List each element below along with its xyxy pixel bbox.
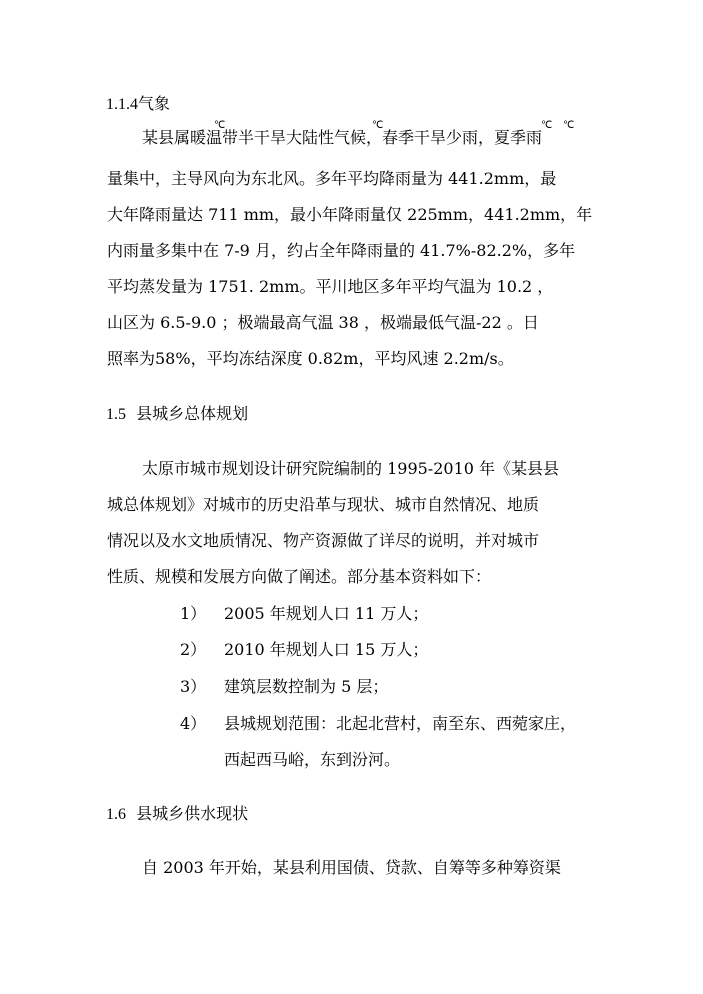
paragraph-line: 太原市城市规划设计研究院编制的 1995-2010 年《某县县 — [142, 459, 560, 478]
paragraph-line: 情况以及水文地质情况、物产资源做了详尽的说明，并对城市 — [107, 531, 540, 550]
paragraph-line: 山区为 6.5-9.0 ；极端最高气温 38 ，极端最低气温-22 。日 — [107, 313, 539, 332]
list-text: 2005 年规划人口 11 万人； — [224, 604, 429, 623]
paragraph-line: 照率为58%，平均冻结深度 0.82m，平均风速 2.2m/s。 — [107, 349, 514, 368]
list-number: 2） — [180, 640, 207, 659]
section-title: 气象 — [138, 94, 171, 113]
paragraph-line: 某县属暖温带半干旱大陆性气候，春季干旱少雨，夏季雨 — [142, 128, 543, 147]
section-number: 1.1.4 — [106, 96, 138, 113]
paragraph-line: 量集中，主导风向为东北风。多年平均降雨量为 441.2mm，最 — [107, 169, 557, 188]
list-text: 建筑层数控制为 5 层； — [224, 677, 389, 696]
list-text: 2010 年规划人口 15 万人； — [224, 640, 429, 659]
section-heading-1-5 — [106, 404, 248, 425]
section-title: 县城乡总体规划 — [136, 404, 249, 423]
paragraph-line: 城总体规划》对城市的历史沿革与现状、城市自然情况、地质 — [107, 495, 540, 514]
list-number: 4） — [180, 714, 207, 733]
paragraph-line: 性质、规模和发展方向做了阐述。部分基本资料如下： — [107, 567, 492, 586]
section-number: 1.5 — [106, 406, 126, 423]
section-title: 县城乡供水现状 — [136, 804, 249, 823]
paragraph-line: 内雨量多集中在 7-9 月，约占全年降雨量的 41.7%-82.2%，多年 — [107, 241, 576, 260]
section-number: 1.6 — [106, 806, 126, 823]
section-heading-1-6 — [106, 804, 248, 825]
overlay-mark: ℃ — [563, 120, 575, 131]
paragraph-line: 大年降雨量达 711 mm，最小年降雨量仅 225mm，441.2mm，年 — [107, 205, 593, 224]
overlay-mark: ℃ — [214, 120, 226, 131]
overlay-mark: ℃ — [372, 120, 384, 131]
list-number: 3） — [180, 677, 207, 696]
overlay-mark: ℃ — [541, 120, 553, 131]
list-item-continuation: 西起西马峪，东到汾河。 — [224, 750, 401, 769]
list-text: 县城规划范围：北起北营村，南至东、西菀家庄， — [224, 714, 577, 733]
section-heading-1-1-4 — [106, 94, 170, 115]
list-number: 1） — [180, 604, 207, 623]
paragraph-line: 平均蒸发量为 1751. 2mm。平川地区多年平均气温为 10.2 ， — [107, 277, 554, 296]
paragraph-line: 自 2003 年开始，某县利用国债、贷款、自筹等多种筹资渠 — [142, 858, 561, 877]
